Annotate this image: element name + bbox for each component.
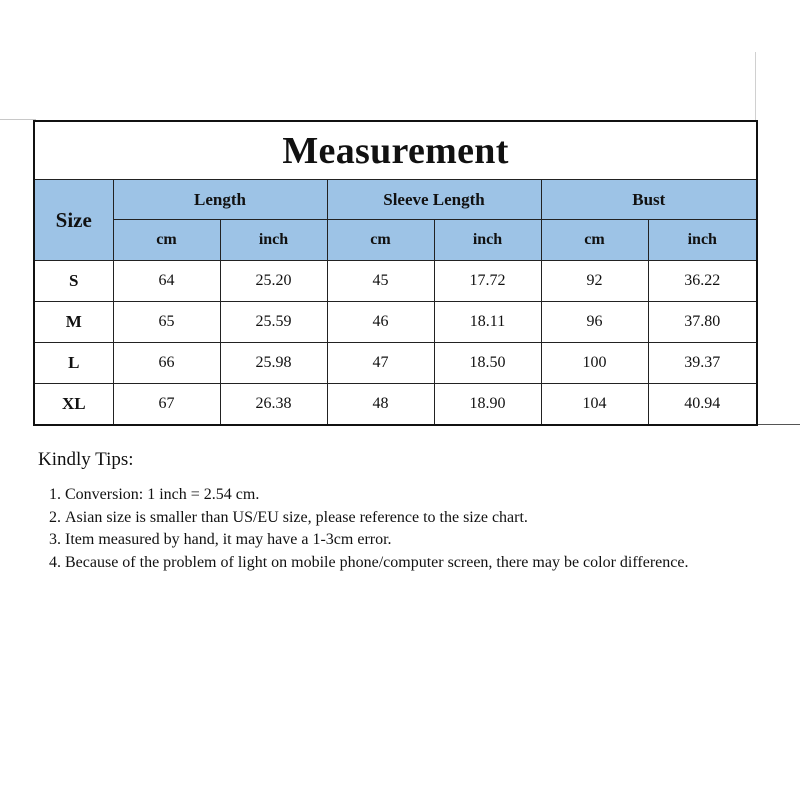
- size-cell: L: [34, 343, 113, 384]
- table-row: [34, 261, 757, 302]
- value-cell: 39.37: [648, 343, 757, 384]
- unit-header: inch: [434, 220, 541, 261]
- value-cell: 96: [541, 302, 648, 343]
- size-cell: M: [34, 302, 113, 343]
- value-cell: 47: [327, 343, 434, 384]
- value-cell: 67: [113, 384, 220, 426]
- value-cell: 65: [113, 302, 220, 343]
- size-cell: S: [34, 261, 113, 302]
- table-row: [34, 302, 757, 343]
- size-chart-table: [33, 120, 758, 426]
- value-cell: 40.94: [648, 384, 757, 426]
- group-header-sleeve-length: Sleeve Length: [327, 180, 541, 220]
- value-cell: 26.38: [220, 384, 327, 426]
- list-item: 1. Conversion: 1 inch = 2.54 cm.: [65, 484, 738, 507]
- value-cell: 17.72: [434, 261, 541, 302]
- decorative-line: [755, 424, 800, 425]
- value-cell: 100: [541, 343, 648, 384]
- value-cell: 18.90: [434, 384, 541, 426]
- value-cell: 25.20: [220, 261, 327, 302]
- unit-header: cm: [327, 220, 434, 261]
- table-row: [34, 343, 757, 384]
- table-row: [34, 384, 757, 426]
- value-cell: 92: [541, 261, 648, 302]
- value-cell: 64: [113, 261, 220, 302]
- unit-header: cm: [113, 220, 220, 261]
- size-cell: XL: [34, 384, 113, 426]
- group-header-bust: Bust: [541, 180, 757, 220]
- value-cell: 18.50: [434, 343, 541, 384]
- tips-title: Kindly Tips:: [38, 449, 134, 470]
- unit-header: inch: [220, 220, 327, 261]
- tips-section: [38, 449, 738, 574]
- list-item: 4. Because of the problem of light on mobile phone/computer screen, there may be color difference.: [65, 552, 738, 575]
- value-cell: 46: [327, 302, 434, 343]
- list-item: 2. Asian size is smaller than US/EU size, please reference to the size chart.: [65, 507, 738, 530]
- value-cell: 45: [327, 261, 434, 302]
- list-item: 3. Item measured by hand, it may have a 1-3cm error.: [65, 529, 738, 552]
- value-cell: 48: [327, 384, 434, 426]
- value-cell: 104: [541, 384, 648, 426]
- decorative-line: [0, 119, 36, 120]
- value-cell: 66: [113, 343, 220, 384]
- value-cell: 36.22: [648, 261, 757, 302]
- decorative-line: [755, 52, 756, 122]
- tips-list: [38, 484, 738, 574]
- group-header-length: Length: [113, 180, 327, 220]
- size-column-header: Size: [34, 180, 113, 261]
- value-cell: 18.11: [434, 302, 541, 343]
- unit-header: inch: [648, 220, 757, 261]
- table-title: Measurement: [34, 121, 757, 180]
- value-cell: 25.59: [220, 302, 327, 343]
- unit-header: cm: [541, 220, 648, 261]
- value-cell: 37.80: [648, 302, 757, 343]
- value-cell: 25.98: [220, 343, 327, 384]
